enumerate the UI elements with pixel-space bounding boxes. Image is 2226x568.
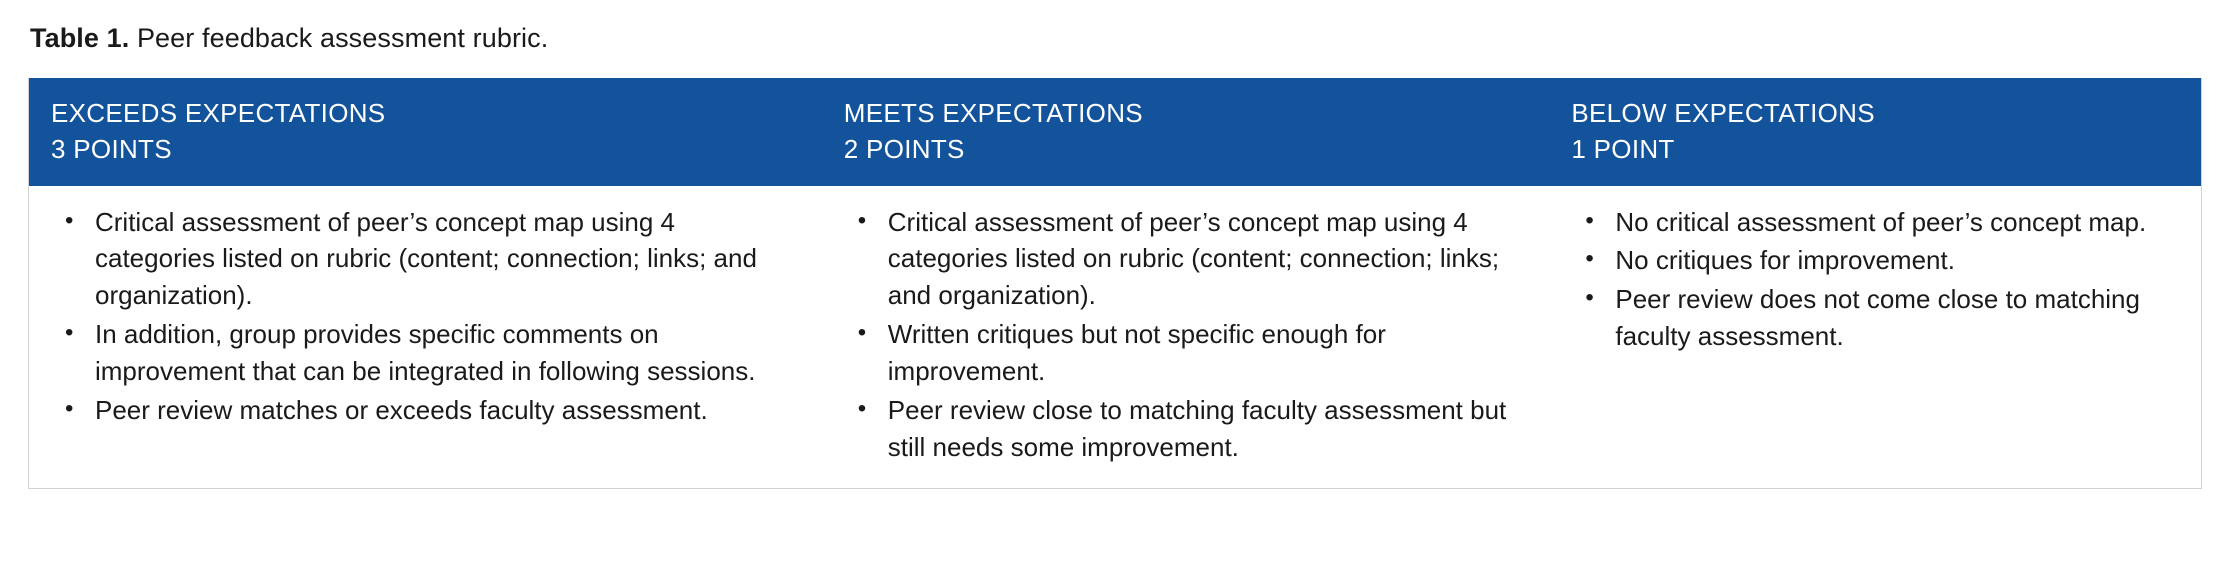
column-header-title: MEETS EXPECTATIONS [843, 97, 1143, 128]
column-header-points: 3 POINTS [51, 133, 172, 164]
caption-label: Table 1. [30, 23, 130, 53]
rubric-table [28, 78, 2202, 489]
list-item: • In addition, group provides specific comments on improvement that can be integrated in following sessions. [51, 316, 800, 390]
caption-text: Peer feedback assessment rubric. [136, 23, 549, 53]
list-item: • Written critiques but not specific enough for improvement. [844, 316, 1528, 390]
table-caption [30, 22, 2198, 56]
list-item: • No critical assessment of peer’s concept map. [1571, 204, 2179, 241]
list-item: • Critical assessment of peer’s concept map using 4 categories listed on rubric (content; connection; links; and organization). [51, 204, 800, 315]
list-item: • Peer review matches or exceeds faculty assessment. [51, 392, 800, 429]
criteria-list [844, 204, 1528, 466]
table-cell-exceeds-expectations [29, 186, 822, 451]
table-cell-below-expectations [1549, 186, 2201, 378]
column-header-title: BELOW EXPECTATIONS [1571, 97, 1875, 128]
criteria-list [51, 204, 800, 429]
column-header-title: EXCEEDS EXPECTATIONS [51, 97, 386, 128]
table-header-row [29, 78, 2201, 186]
criteria-list [1571, 204, 2179, 356]
list-item: • Critical assessment of peer’s concept map using 4 categories listed on rubric (content; connection; links; and organization). [844, 204, 1528, 315]
list-item: • Peer review does not come close to matching faculty assessment. [1571, 281, 2179, 355]
column-header-meets-expectations [822, 78, 1550, 186]
column-header-points: 2 POINTS [843, 133, 965, 164]
list-item: • No critiques for improvement. [1571, 242, 2179, 279]
table-body-row [29, 186, 2201, 488]
column-header-exceeds-expectations [29, 78, 822, 186]
list-item: • Peer review close to matching faculty assessment but still needs some improvement. [844, 392, 1528, 466]
column-header-points: 1 POINT [1571, 133, 1675, 164]
column-header-below-expectations [1549, 78, 2201, 186]
table-cell-meets-expectations [822, 186, 1550, 488]
